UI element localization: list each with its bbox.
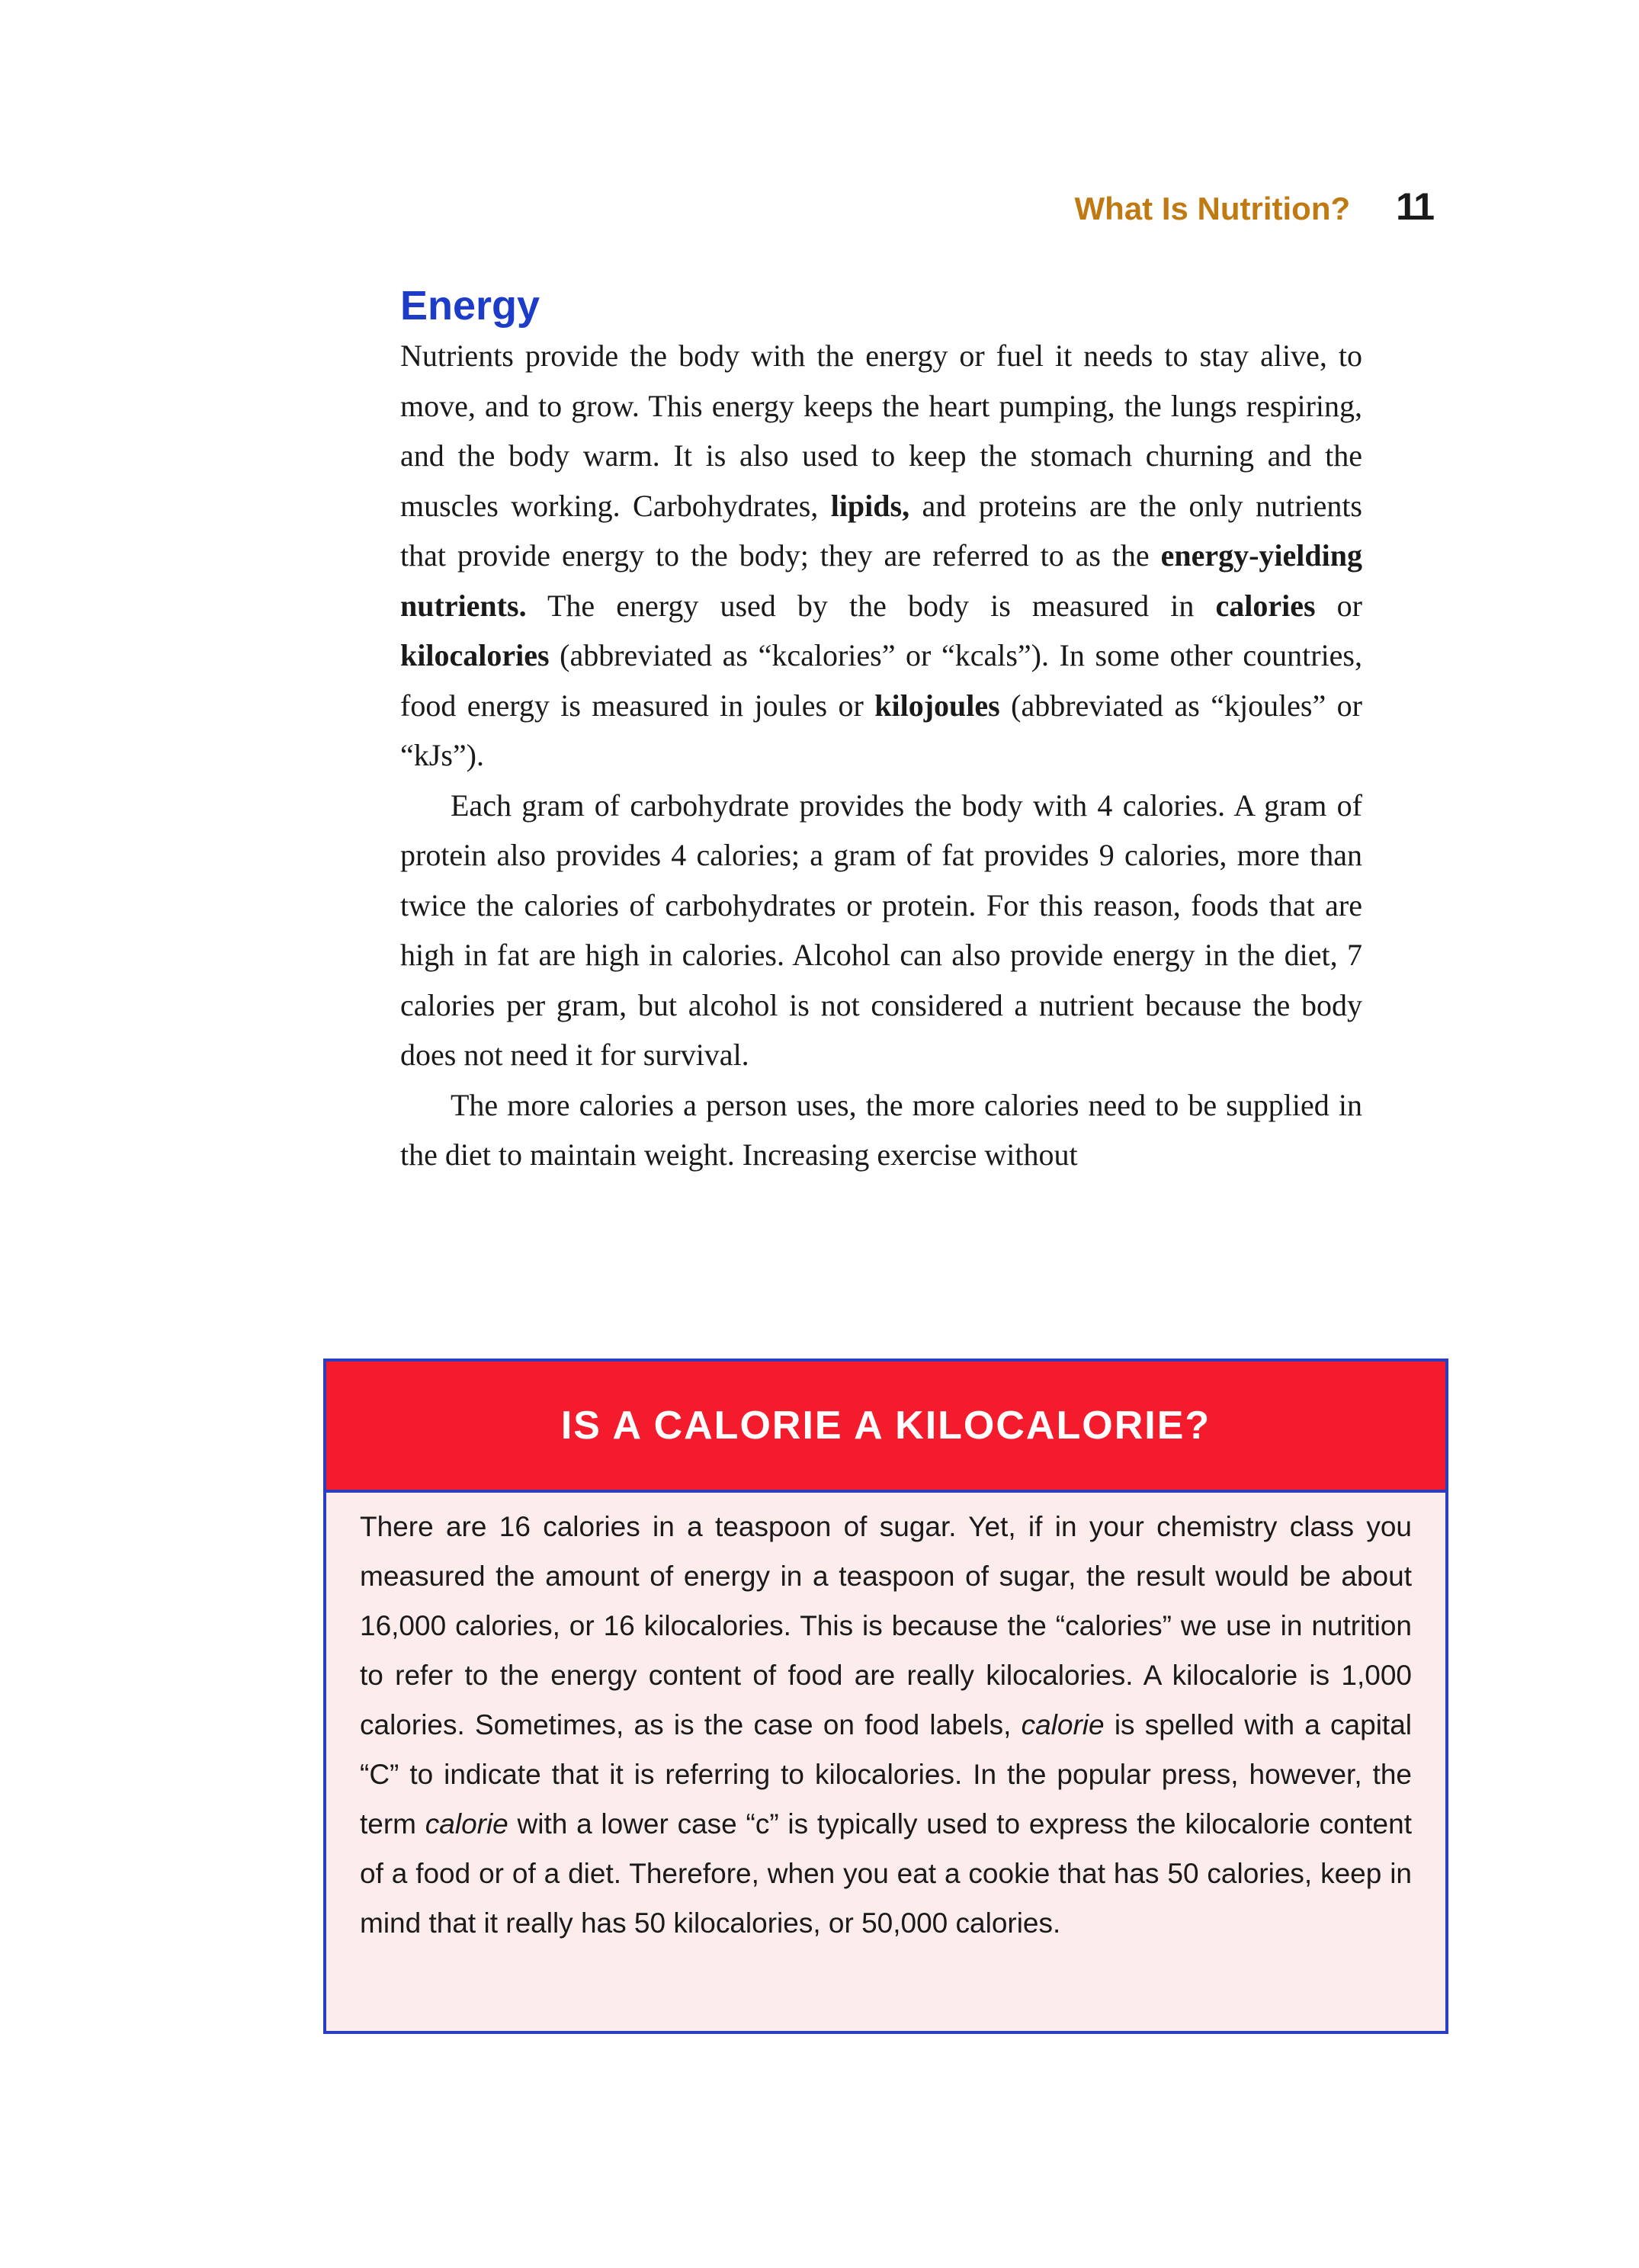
sidebar-title: IS A CALORIE A KILOCALORIE? bbox=[560, 1403, 1211, 1448]
running-title: What Is Nutrition? bbox=[1074, 191, 1351, 226]
term-energy-yielding-nutrients: energy-yielding nutrients. bbox=[400, 538, 1362, 623]
paragraph-3: The more calories a person uses, the more calories need to be supplied in the diet to maintain weight. Increasing exercise without bbox=[400, 1087, 1362, 1172]
energy-section bbox=[400, 281, 1362, 1180]
paragraph-2: Each gram of carbohydrate provides the body with 4 calories. A gram of protein also provides 4 calories; a gram of fat provides 9 calories, more than twice the calories of carbohydrates or protein. For this reason, foods that are high in fat are high in calories. Alcohol can also provide energy in the diet, 7 calories per gram, but alcohol is not considered a nutrient because the body does not need it for survival. bbox=[400, 788, 1362, 1072]
sidebar-header bbox=[326, 1362, 1445, 1493]
term-calories: calories bbox=[1215, 588, 1316, 623]
term-calorie-italic: calorie bbox=[425, 1808, 508, 1840]
sidebar-box bbox=[323, 1359, 1448, 2034]
sidebar-body: There are 16 calories in a teaspoon of sugar. Yet, if in your chemistry class you measured the amount of energy in a teaspoon of sugar, the result would be about 16,000 calories, or 16 kilocalories. This is because the “calories” we use in nutrition to refer to the energy content of food are really kilocalories. A kilocalorie is 1,000 calories. Sometimes, as is the case on food labels, calorie is spelled with a capital “C” to indicate that it is referring to kilocalories. In the popular press, however, the term calorie with a lower case “c” is typically used to express the kilocalorie content of a food or of a diet. Therefore, when you eat a cookie that has 50 calories, keep in mind that it really has 50 kilocalories, or 50,000 calories. bbox=[360, 1511, 1412, 1939]
term-kilojoules: kilojoules bbox=[874, 688, 1000, 723]
page-header bbox=[1075, 184, 1433, 229]
page-number: 11 bbox=[1396, 185, 1433, 228]
paragraph-1: Nutrients provide the body with the energy or fuel it needs to stay alive, to move, and to grow. This energy keeps the heart pumping, the lungs respiring, and the body warm. It is also used to keep the stomach churning and the muscles working. Carbohydrates, lipids, and proteins are the only nutrients that provide energy to the body; they are referred to as the energy-yielding nutrients. The energy used by the body is measured in calories or kilocalories (abbreviated as “kcalories” or “kcals”). In some other countries, food energy is measured in joules or kilojoules (abbreviated as “kjoules” or “kJs”). bbox=[400, 338, 1362, 772]
term-lipids: lipids, bbox=[830, 488, 910, 523]
section-heading: Energy bbox=[400, 283, 540, 329]
term-calorie-italic: calorie bbox=[1021, 1709, 1105, 1740]
term-kilocalories: kilocalories bbox=[400, 638, 550, 672]
